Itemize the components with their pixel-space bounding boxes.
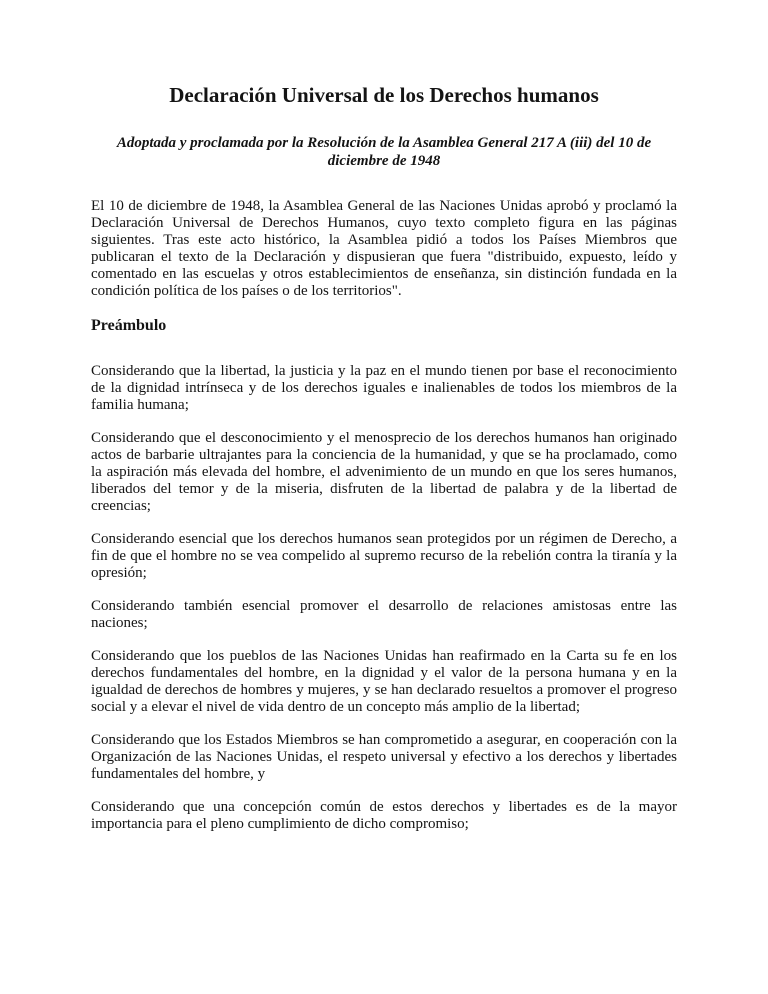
- preamble-paragraph-6: Considerando que los Estados Miembros se han comprometido a asegurar, en cooperación con la Organización de las Naciones Unidas, el respeto universal y efectivo a los derechos y libertades fundamentales del hombre, y: [91, 732, 677, 782]
- preamble-paragraph-4: Considerando también esencial promover el desarrollo de relaciones amistosas entre las naciones;: [91, 598, 677, 631]
- intro-paragraph: El 10 de diciembre de 1948, la Asamblea General de las Naciones Unidas aprobó y proclamó la Declaración Universal de Derechos Humanos, cuyo texto completo figura en las páginas siguientes. Tras este acto histórico, la Asamblea pidió a todos los Países Miembros que publicaran el texto de la Declaración y dispusieran que fuera "distribuido, expuesto, leído y comentado en las escuelas y otros establecimientos de enseñanza, sin distinción fundada en la condición política de los países o de los territorios".: [91, 198, 677, 299]
- document-subtitle: Adoptada y proclamada por la Resolución de la Asamblea General 217 A (iii) del 10 de diciembre de 1948: [116, 135, 652, 169]
- preamble-paragraph-2: Considerando que el desconocimiento y el menosprecio de los derechos humanos han originado actos de barbarie ultrajantes para la conciencia de la humanidad, y que se ha proclamado, como la aspiración más elevada del hombre, el advenimiento de un mundo en que los seres humanos, liberados del temor y de la miseria, disfruten de la libertad de palabra y de la libertad de creencias;: [91, 430, 677, 514]
- preamble-paragraph-7: Considerando que una concepción común de estos derechos y libertades es de la mayor importancia para el pleno cumplimiento de dicho compromiso;: [91, 799, 677, 832]
- preamble-paragraph-3: Considerando esencial que los derechos humanos sean protegidos por un régimen de Derecho, a fin de que el hombre no se vea compelido al supremo recurso de la rebelión contra la tiranía y la opresión;: [91, 531, 677, 581]
- preamble-paragraph-1: Considerando que la libertad, la justicia y la paz en el mundo tienen por base el reconocimiento de la dignidad intrínseca y de los derechos iguales e inalienables de todos los miembros de la familia humana;: [91, 363, 677, 413]
- preamble-paragraph-5: Considerando que los pueblos de las Naciones Unidas han reafirmado en la Carta su fe en los derechos fundamentales del hombre, en la dignidad y el valor de la persona humana y en la igualdad de derechos de hombres y mujeres, y se han declarado resueltos a promover el progreso social y a elevar el nivel de vida dentro de un concepto más amplio de la libertad;: [91, 648, 677, 715]
- document-title: Declaración Universal de los Derechos humanos: [169, 83, 599, 107]
- preamble-heading: Preámbulo: [91, 317, 167, 334]
